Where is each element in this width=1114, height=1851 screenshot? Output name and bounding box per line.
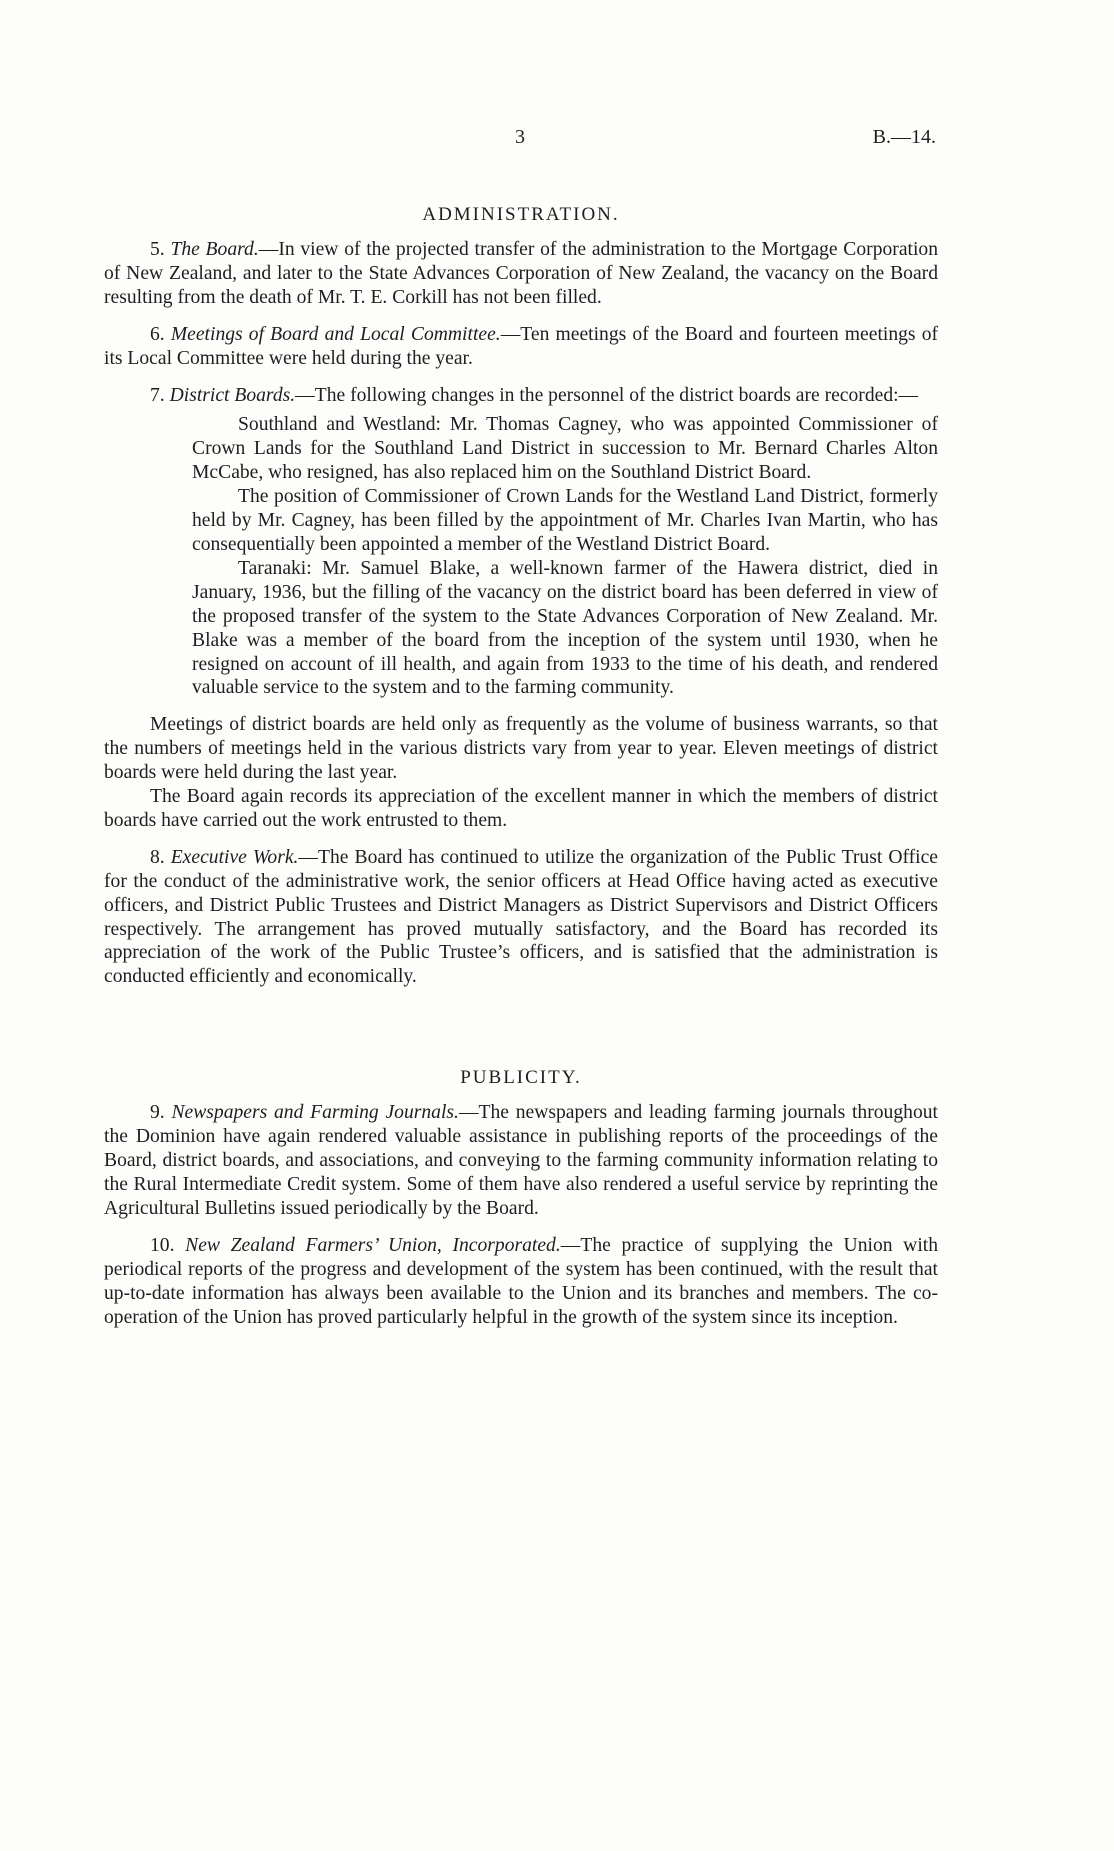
paragraph-8 [104, 846, 938, 989]
document-reference: B.—14. [872, 126, 936, 148]
paragraph-title: Meetings of Board and Local Committee. [170, 323, 501, 345]
paragraph-5 [104, 238, 938, 310]
paragraph-number: 5. [150, 239, 171, 260]
page-content [104, 202, 938, 1329]
district-changes-block [192, 413, 938, 700]
paragraph-10 [104, 1234, 938, 1330]
district-meetings-paragraph: Meetings of district boards are held only as frequently as the volume of business warrants, so that the numbers of meetings held in the various districts vary from year to year. Eleven meetings of district boards were held during the last year. [104, 714, 938, 784]
paragraph-text: —The practice of supplying the Union with periodical reports of the progress and development of the system has been continued, with the result that up-to-date information has always been available to the Union and its branches and members. The co-operation of the Union has proved particularly helpful in the growth of the system since its inception. [104, 1234, 939, 1328]
paragraph-6 [104, 323, 938, 371]
district-appreciation-paragraph: The Board again records its appreciation of the excellent manner in which the members of district boards have carried out the work entrusted to them. [104, 786, 938, 831]
paragraph-number: 6. [150, 323, 171, 345]
paragraph-title: New Zealand Farmers’ Union, Incorporated. [185, 1234, 561, 1256]
paragraph-text: —The following changes in the personnel of the district boards are recorded:— [295, 384, 919, 406]
paragraph-text: —The newspapers and leading farming journals throughout the Dominion have again rendered valuable assistance in publishing reports of the proceedings of the Board, district boards, and associations, and conveying to the farming community information relating to the Rural Intermediate Credit system. Some of them have also rendered a useful service by reprinting the Agricultural Bulletins issued periodically by the Board. [104, 1102, 938, 1219]
taranaki-change: Taranaki: Mr. Samuel Blake, a well-known farmer of the Hawera district, died in January, 1936, but the filling of the vacancy on the district board has been deferred in view of the proposed transfer of the system to the State Advances Corporation of New Zealand. Mr. Blake was a member of the board from the inception of the system until 1930, when he resigned on account of ill health, and again from 1933 to the time of his death, and rendered valuable service to the system and to the farming community. [192, 557, 938, 699]
paragraph-text: —The Board has continued to utilize the organization of the Public Trust Office for the conduct of the administrative work, the senior officers at Head Office having acted as executive officers, and District Public Trustees and District Managers as District Supervisors and District Officers respectively. The arrangement has proved mutually satisfactory, and the Board has recorded its appreciation of the work of the Public Trustee’s officers, and is satisfied that the administration is conducted efficiently and economically. [104, 846, 938, 988]
paragraph-9 [104, 1101, 938, 1221]
paragraph-number: 8. [150, 846, 171, 868]
page-number: 3 [515, 126, 525, 148]
paragraph-title: District Boards. [169, 384, 296, 406]
section-heading-publicity: PUBLICITY. [460, 1067, 582, 1089]
paragraph-number: 7. [150, 384, 170, 406]
paragraph-number: 9. [150, 1102, 172, 1124]
paragraph-title: Newspapers and Farming Journals. [171, 1102, 459, 1124]
paragraph-7 [104, 384, 938, 408]
southland-westland-change: Southland and Westland: Mr. Thomas Cagney, who was appointed Commissioner of Crown Lands for the Southland Land District in succession to Mr. Bernard Charles Alton McCabe, who resigned, has also replaced him on the Southland District Board. [192, 414, 938, 484]
paragraph-title: Executive Work. [170, 846, 299, 868]
paragraph-number: 10. [150, 1234, 186, 1256]
paragraph-text: —In view of the projected transfer of the administration to the Mortgage Corporation of New Zealand, and later to the State Advances Corporation of New Zealand, the vacancy on the Board resulting from the death of Mr. T. E. Corkill has not been filled. [104, 239, 938, 308]
paragraph-text: —Ten meetings of the Board and fourteen meetings of its Local Committee were held during the year. [104, 323, 939, 369]
paragraph-title: The Board. [170, 239, 259, 260]
section-heading-administration: ADMINISTRATION. [422, 204, 620, 225]
westland-change: The position of Commissioner of Crown Lands for the Westland Land District, formerly held by Mr. Cagney, has been filled by the appointment of Mr. Charles Ivan Martin, who has consequentially been appointed a member of the Westland District Board. [192, 486, 938, 555]
